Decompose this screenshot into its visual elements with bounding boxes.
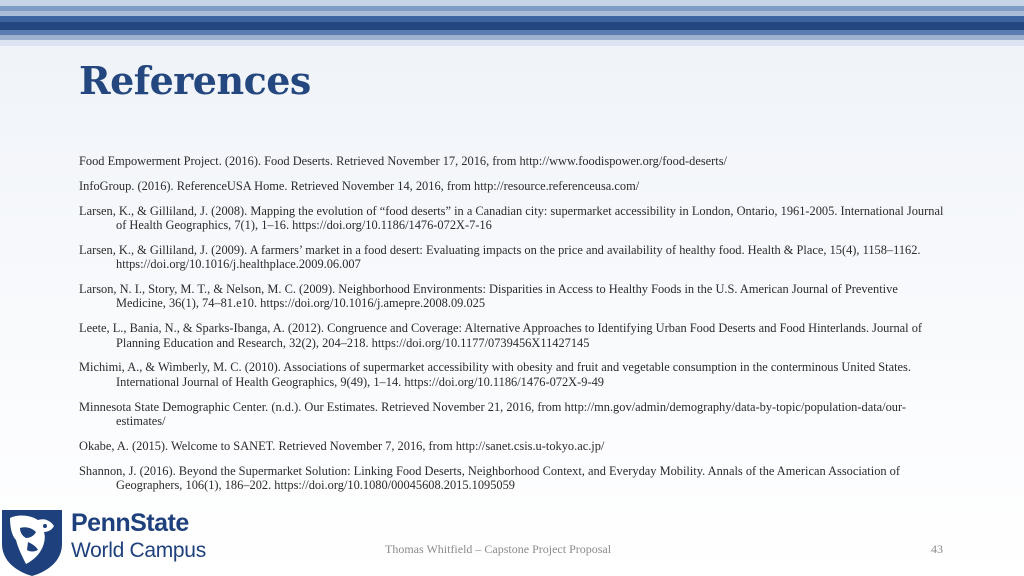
logo-text-pennstate: PennState (71, 509, 189, 537)
reference-item: Larsen, K., & Gilliland, J. (2008). Mapping the evolution of “food deserts” in a Canadian city: supermarket accessibility in London, Ontario, 1961-2005. International Journal of Health Geographics, 7(1), 1–16. https://doi.org/10.1186/1476-072X-7-16 (79, 203, 944, 232)
logo-text-world-campus: World Campus (71, 539, 206, 562)
reference-item: Larsen, K., & Gilliland, J. (2009). A farmers’ market in a food desert: Evaluating impacts on the price and availability of healthy food. Health & Place, 15(4), 1158–1162. https://doi.org/10.1016/j.healthplace.2009.06.007 (79, 242, 921, 272)
page-title: References (79, 58, 311, 103)
reference-item: Minnesota State Demographic Center. (n.d.). Our Estimates. Retrieved November 21, 2016, from http://mn.gov/admin/demography/data-by-topic/population-data/our-estimates/ (79, 399, 906, 429)
reference-item: Leete, L., Bania, N., & Sparks-Ibanga, A. (2012). Congruence and Coverage: Alternative Approaches to Identifying Urban Food Deserts and Food Hinterlands. Journal of Planning Education and Research, 32(2), 204–218. https://doi.org/10.1177/0739456X11427145 (79, 321, 923, 350)
footer-text: Thomas Whitfield – Capstone Project Proposal (385, 542, 612, 556)
page-number: 43 (931, 542, 943, 556)
reference-list (79, 154, 949, 503)
reference-item: Larson, N. I., Story, M. T., & Nelson, M. C. (2009). Neighborhood Environments: Disparities in Access to Healthy Foods in the U.S. American Journal of Preventive Medicine, 36(1), 74–81.e10. https://doi.org/10.1016/j.amepre.2008.09.025 (79, 282, 898, 311)
reference-item: Shannon, J. (2016). Beyond the Supermarket Solution: Linking Food Deserts, Neighborhood Context, and Everyday Mobility. Annals of the American Association of Geographers, 106(1), 186–202. https://doi.org/10.1080/00045608.2015.1095059 (79, 463, 900, 493)
header-stripes (0, 0, 1024, 46)
reference-item: InfoGroup. (2016). ReferenceUSA Home. Retrieved November 14, 2016, from http://resource.referenceusa.com/ (79, 178, 640, 193)
reference-item: Michimi, A., & Wimberly, M. C. (2010). Associations of supermarket accessibility with obesity and fruit and vegetable consumption in the conterminous United States. International Journal of Health Geographics, 9(49), 1–14. https://doi.org/10.1186/1476-072X-9-49 (79, 360, 911, 389)
reference-item: Okabe, A. (2015). Welcome to SANET. Retrieved November 7, 2016, from http://sanet.csis.u-tokyo.ac.jp/ (79, 438, 605, 453)
reference-item: Food Empowerment Project. (2016). Food Deserts. Retrieved November 17, 2016, from http://www.foodispower.org/food-deserts/ (79, 154, 727, 168)
